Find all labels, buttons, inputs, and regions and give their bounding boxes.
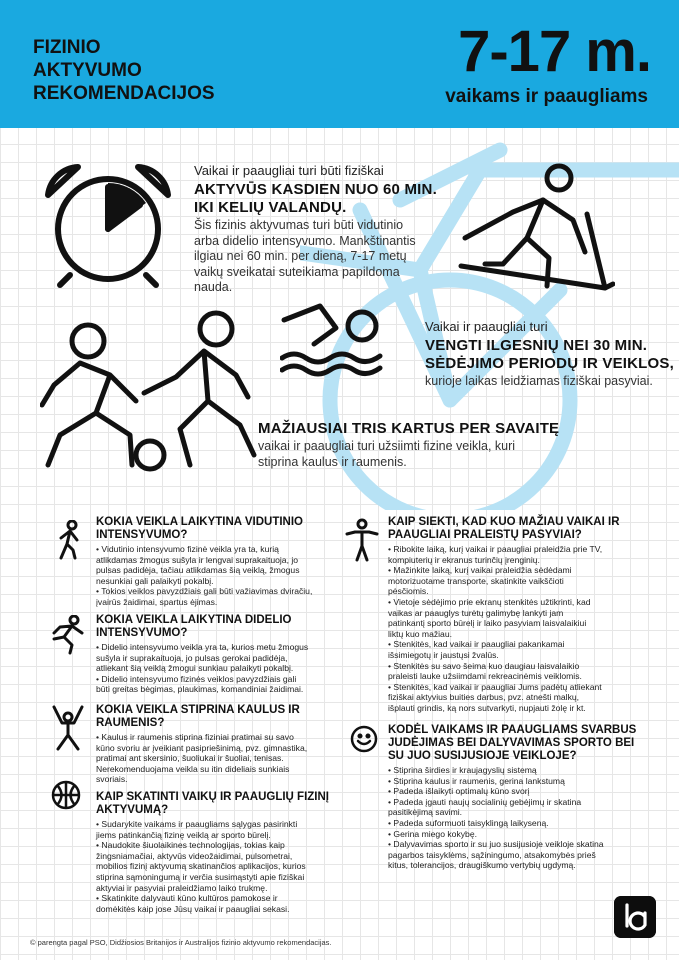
list-item: kitus, tolerancijos, draugiškumo vertybių ugdymą. <box>388 860 576 871</box>
title-line: JUDĖJIMAS BEI DALYVAVIMAS SPORTO BEI <box>388 737 635 749</box>
sitting-body: kurioje laikas leidžiamas fiziškai pasyviai. <box>425 374 653 388</box>
list-item: aktyviai ir pasyviai praleidžiamo laiko trukmę. <box>96 882 268 893</box>
list-item: pratimai ant skersinio, šuoliukai ir šuoliai, tenisas. <box>96 753 284 764</box>
title-line: KAIP SKATINTI VAIKŲ IR PAAUGLIŲ FIZINĮ <box>96 791 329 803</box>
daily-activity-headline-1: AKTYVŪS KASDIEN NUO 60 MIN. <box>194 181 437 198</box>
list-item: • Sudarykite vaikams ir paaugliams sąlygas pasirinkti <box>96 819 298 829</box>
title-line: AKTYVUMĄ? <box>96 804 169 816</box>
list-item: domėkitės kaip jose Jūsų vaikai ir paaugliai sekasi. <box>96 903 290 914</box>
section-title <box>388 516 650 542</box>
title-line: SU JUO SUSIJUSIOJE VEIKLOJE? <box>388 750 577 762</box>
less-passive-section <box>388 516 650 714</box>
list-item: • Ribokite laiką, kurį vaikai ir paaugliai praleidžia prie TV, <box>388 544 603 554</box>
running-person-icon <box>50 615 86 655</box>
section-title <box>388 724 650 763</box>
list-item: svoriais. <box>96 774 128 785</box>
section-title <box>96 614 341 640</box>
daily-activity-body <box>194 218 416 296</box>
list-item: • Padeda įgauti naujų socialinių gebėjimų ir skatina <box>388 796 582 807</box>
body-line: vaikai ir paaugliai turi užsiimti fizine veikla, kuri <box>258 439 516 453</box>
section-list <box>96 819 341 914</box>
title-line: PAAUGLIAI PRALEISTŲ PASYVIAI? <box>388 529 582 541</box>
smiley-icon <box>350 725 378 753</box>
swimmer-icon <box>280 298 390 378</box>
list-item: atlikdamas žmogus sušyla ir lengvai suprakaituoja, jo <box>96 554 299 565</box>
list-item: • Gerina miego kokybę. <box>388 828 477 839</box>
list-item: žingsniamačiai, aktyvūs videožaidimai, pulsometrai, <box>96 850 293 861</box>
skier-icon <box>455 160 615 300</box>
title-line: KAIP SIEKTI, KAD KUO MAŽIAU VAIKAI IR <box>388 516 620 528</box>
title-line: INTENSYVUMO? <box>96 627 188 639</box>
header-banner <box>0 0 679 128</box>
list-item: motorizuotame transporte, skatinkite vaikščioti <box>388 575 564 586</box>
football-players-icon <box>40 305 260 475</box>
section-list <box>388 544 650 714</box>
age-range: 7-17 m. <box>458 19 651 84</box>
list-item: jiems patinkančią fizinę veiklą ar sporto būrelį. <box>96 829 271 840</box>
list-item: • Kaulus ir raumenis stiprina fiziniai pratimai su savo <box>96 732 294 742</box>
list-item: pasitikėjimą savimi. <box>388 807 463 818</box>
publisher-logo-icon <box>614 896 656 938</box>
gymnast-icon <box>50 705 86 751</box>
list-item: praleisti lauke užsiimdami rekreacinėmis veiklomis. <box>388 671 582 682</box>
list-item: patinkantį sporto būrelį ir laiko pasyviam laisvalaikiui <box>388 618 587 629</box>
title-line-3: REKOMENDACIJOS <box>33 83 215 104</box>
list-item: kompiuterių ir ekranus turinčių įrenginių. <box>388 554 540 565</box>
list-item: • Tokios veiklos pavyzdžiais gali būti važiavimas dviračiu, <box>96 586 313 597</box>
list-item: • Padeda suformuoti taisyklingą laikyseną. <box>388 817 549 828</box>
title-line-1: FIZINIO <box>33 37 101 58</box>
audience-label: vaikams ir paaugliams <box>445 86 648 107</box>
body-line: arba didelio intensyvumo. Mankštinantis <box>194 233 416 248</box>
alarm-clock-icon <box>40 157 176 289</box>
section-list <box>96 732 341 785</box>
moderate-intensity-section <box>96 516 341 608</box>
list-item: nesunkiai gali palaikyti pokalbį. <box>96 575 214 586</box>
why-movement-important-section <box>388 724 650 871</box>
title-line: KOKIA VEIKLA STIPRINA KAULUS IR <box>96 704 300 716</box>
list-item: mobilios fizinį aktyvumą skatinančios aplikacijos, kurios <box>96 861 306 872</box>
body-line: ilgiau nei 60 min. per dieną, 7-17 metų <box>194 249 407 263</box>
section-title <box>96 791 341 817</box>
body-line: nauda. <box>194 280 233 294</box>
list-item: stiprina sąmoningumą ir verčia susimąstyti apie fiziškai <box>96 871 305 882</box>
page-title <box>33 36 263 105</box>
sitting-intro: Vaikai ir paaugliai turi <box>425 319 548 334</box>
list-item: liktų kuo mažiau. <box>388 628 453 639</box>
list-item: • Mažinkite laiką, kurį vaikai praleidžia sėdėdami <box>388 565 572 576</box>
list-item: • Naudokite šiuolaikines technologijas, tokias kaip <box>96 840 285 851</box>
encourage-activity-section <box>96 791 341 914</box>
list-item: įvairūs žaidimai, spartus ėjimas. <box>96 596 218 607</box>
list-item: pulsas padidėja, tačiau atlikdamas šią veiklą, žmogus <box>96 565 300 576</box>
list-item: pėsčiomis. <box>388 586 429 597</box>
list-item: fiziškai aktyvius buities darbus, pvz. atnešti malkų, <box>388 692 580 703</box>
title-line: INTENSYVUMO? <box>96 529 188 541</box>
list-item: • Skatinkite dalyvauti kūno kultūros pamokose ir <box>96 893 278 904</box>
strength-body <box>258 439 515 470</box>
list-item: • Stiprina širdies ir kraujagyslių sistemą <box>388 765 537 775</box>
strength-headline: MAŽIAUSIAI TRIS KARTUS PER SAVAITĘ <box>258 420 560 437</box>
list-item: • Didelio intensyvumo fizinės veiklos pavyzdžiais gali <box>96 673 297 684</box>
daily-activity-headline-2: IKI KELIŲ VALANDŲ. <box>194 199 347 216</box>
list-item: • Didelio intensyvumo veikla yra ta, kurios metu žmogus <box>96 642 309 652</box>
list-item: kūno svoriu ar įveikiant pasipriešinimą, pvz. gimnastika, <box>96 742 308 753</box>
title-line: RAUMENIS? <box>96 717 165 729</box>
basketball-icon <box>51 780 81 810</box>
section-list <box>96 544 341 608</box>
section-list <box>388 765 650 871</box>
list-item: pagarbos taisyklėms, sąžiningumo, atsakomybės prieš <box>388 849 596 860</box>
list-item: • Stenkitės, kad vaikai ir paaugliai pakankamai <box>388 639 565 650</box>
sitting-headline-2: SĖDĖJIMO PERIODŲ IR VEIKLOS, <box>425 355 674 372</box>
body-line: Šis fizinis aktyvumas turi būti vidutinio <box>194 218 404 232</box>
title-line: KOKIA VEIKLA LAIKYTINA DIDELIO <box>96 614 292 626</box>
list-item: Nerekomenduojama veikla su itin dideliais sunkiais <box>96 763 290 774</box>
title-line-2: AKTYVUMO <box>33 60 142 81</box>
title-line: KOKIA VEIKLA LAIKYTINA VIDUTINIO <box>96 516 303 528</box>
list-item: vaikas ar paauglys turėtų galimybę lankyti jam <box>388 607 564 618</box>
list-item: • Stenkitės su savo šeima kuo daugiau laisvalaikio <box>388 660 580 671</box>
list-item: • Vietoje sėdėjimo prie ekranų stenkitės užtikrinti, kad <box>388 596 591 607</box>
body-line: stiprina kaulus ir raumenis. <box>258 454 407 469</box>
title-line: KODĖL VAIKAMS IR PAAUGLIAMS SVARBUS <box>388 724 637 736</box>
standing-person-icon <box>345 518 379 562</box>
section-title <box>96 704 341 730</box>
walking-person-icon <box>55 520 85 560</box>
source-note: © parengta pagal PSO, Didžiosios Britanijos ir Australijos fizinio aktyvumo rekomendacijas. <box>30 938 332 947</box>
bones-muscles-section <box>96 704 341 785</box>
activity-intro: Vaikai ir paaugliai turi būti fiziškai <box>194 163 384 178</box>
list-item: • Stiprina kaulus ir raumenis, gerina lankstumą <box>388 775 565 786</box>
section-title <box>96 516 341 542</box>
list-item: sušyla ir suprakaituoja, jo pulsas gerokai padidėja, <box>96 652 288 663</box>
high-intensity-section <box>96 614 341 695</box>
list-item: išsimiegotų ir jaustųsi žvalūs. <box>388 649 499 660</box>
list-item: išplauti grindis, ką nors sutvarkyti, nupjauti žolę ir kt. <box>388 702 586 713</box>
list-item: • Stenkitės, kad vaikai ir paaugliai Jums padėtų atliekant <box>388 681 602 692</box>
list-item: • Padeda išlaikyti optimalų kūno svorį <box>388 786 530 797</box>
list-item: • Vidutinio intensyvumo fizinė veikla yra ta, kurią <box>96 544 279 554</box>
list-item: • Dalyvavimas sporto ir su juo susijusioje veikloje skatina <box>388 839 604 850</box>
section-list <box>96 642 341 695</box>
sitting-headline-1: VENGTI ILGESNIŲ NEI 30 MIN. <box>425 337 648 354</box>
list-item: atliekant šią veiklą žmogui sunkiau palaikyti pokalbį. <box>96 663 294 674</box>
body-line: vaikų sveikatai suteikiama papildoma <box>194 264 400 279</box>
list-item: būti greitas bėgimas, plaukimas, komandiniai žaidimai. <box>96 684 304 695</box>
